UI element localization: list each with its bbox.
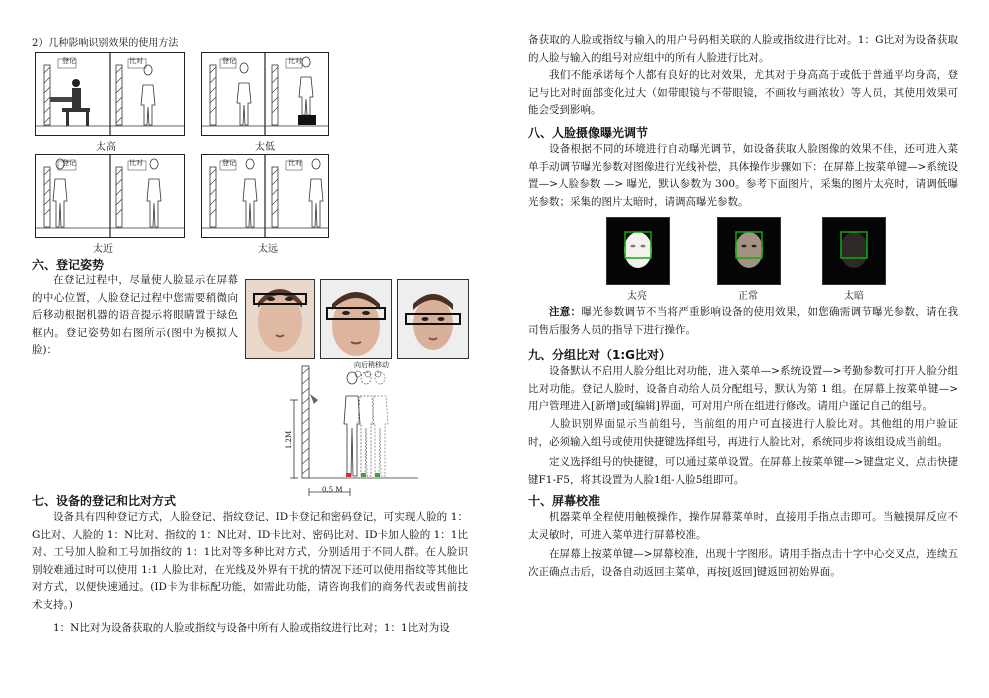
section-10-paragraph-1: 机器菜单全程使用触模操作，操作屏幕菜单时，直接用手指点击即可。当触摸屏反应不太灵敏时，可进入菜单进行屏幕校准。 [528,511,958,541]
distance-label: 0.5 M [322,486,343,494]
fig2-register-label: 登记 [222,57,236,65]
section-9-paragraph-2: 人脸识别界面显示当前组号，当前组的用户可直接进行人脸比对。其他组的用户验证时，必须输入组号或使用快捷键选择组号，再进行人脸比对，系统同步将该组设成当前组。 [528,418,958,448]
height-label: 1.2M [285,430,294,450]
section-7-title: 七、设备的登记和比对方式 [32,494,177,508]
posture-diagram [278,360,418,498]
face-photo-1 [245,279,315,359]
figure-too-far [201,154,329,238]
section-9-paragraph-1: 设备默认不启用人脸分组比对功能，进入菜单—>系统设置—>考勤参数可打开人脸分组比对功能。登记人脸时，设备自动给人员分配组号，默认为第 1 组。在屏幕上按菜单键—>用户管理进入[新增]或[编辑]界面，可对用户所在组进行修改。请用户谨记自己的组号。 [528,365,958,412]
section-10-paragraph-2: 在屏幕上按菜单键—>屏幕校准，出现十字图形。请用手指点击十字中心交叉点，连续五次正确点击后，设备自动返回主菜单，再按[返回]键返回初始界面。 [528,548,958,578]
fig4-compare-label: 比对 [288,159,302,167]
section-6-paragraph: 在登记过程中，尽量使人脸显示在屏幕的中心位置，人脸登记过程中您需要稍微向后移动根据机器的语音提示将眼睛置于绿色框内。登记姿势如右图所示(图中为模拟人脸)： [32,274,238,356]
section-8-paragraph: 设备根据不同的环境进行自动曝光调节，如设备获取人脸图像的效果不佳，还可进入菜单手动调节曝光参数对图像进行光线补偿，具体操作步骤如下：在屏幕上按菜单键—>系统设置—>人脸参数 —> 曝光，默认参数为 300。参考下面图片，采集的图片太亮时，请调低曝光参数；采集的图片太暗时，请调高曝光参数。 [528,143,958,208]
fig3-compare-label: 比对 [129,159,143,167]
fig2-compare-label: 比对 [288,57,302,65]
fig1-compare-label: 比对 [129,57,143,65]
caption-too-low: 太低 [255,142,275,153]
caption-too-close: 太近 [93,244,113,255]
section-7-paragraph-2: 1：N比对为设备获取的人脸或指纹与设备中所有人脸或指纹进行比对；1：1比对为设 [53,622,450,634]
figure-too-high [35,52,185,136]
continued-paragraph: 备获取的人脸或指纹与输入的用户号码相关联的人脸或指纹进行比对。1：G比对为设备获取的人脸与输入的组号对应组中的所有人脸进行比对。 [528,34,958,64]
fig4-register-label: 登记 [222,159,236,167]
section-8-title: 八、人脸摄像曝光调节 [528,126,649,140]
exposure-normal [717,217,781,285]
continued-paragraph-2: 我们不能承诺每个人都有良好的比对效果，尤其对于身高高于或低于普通平均身高，登记与比对时面部变化过大（如带眼镜与不带眼镜，不画妆与画浓妆）等人员，其使用效果可能会受到影响。 [528,69,958,116]
face-photo-3 [397,279,469,359]
exposure-too-bright [606,217,670,285]
sub-heading: 2）几种影响识别效果的使用方法 [32,38,179,49]
exposure-note [528,304,958,339]
note-text: 曝光参数调节不当将严重影响设备的使用效果，如您确需调节曝光参数，请在我司售后服务人员的指导下进行操作。 [528,306,959,336]
figure-too-low [201,52,329,136]
fig3-register-label: 登记 [62,159,76,167]
caption-too-dark: 太暗 [844,291,864,302]
fig1-register-label: 登记 [62,57,76,65]
section-9-paragraph-3: 定义选择组号的快捷键，可以通过菜单设置。在屏幕上按菜单键—>键盘定义，点击快捷键F1-F5，将其设置为人脸1组-人脸5组即可。 [528,456,958,486]
caption-too-bright: 太亮 [627,291,647,302]
section-10-title: 十、屏幕校准 [528,494,601,508]
face-photo-2 [320,279,392,359]
section-9-title: 九、分组比对（1:G比对） [528,348,671,362]
section-7-paragraph-1: 设备具有四种登记方式，人脸登记、指纹登记、ID卡登记和密码登记，可实现人脸的 1：G比对、人脸的 1：N比对、指纹的 1：N比对、ID卡比对、密码比对、ID卡加人脸的 1：1比对、工号加人脸和工号加指纹的 1：1比对等多种比对方式，分别适用于不同人群。在人脸识别较难通过时可以使用 1:1 人脸比对，在光线及外界有干扰的情况下还可以使用指纹等其他比对方式，以便快速通过。(ID卡为非标配功能，如需此功能，请咨询我们的商务代表或售前技术支持。) [32,511,468,611]
caption-too-high: 太高 [96,142,116,153]
note-label: 注意： [549,306,582,318]
move-back-label: 向后稍移动 [354,361,389,369]
figure-too-close [35,154,185,238]
exposure-too-dark [822,217,886,285]
caption-too-far: 太远 [258,244,278,255]
caption-normal: 正常 [738,291,758,302]
section-6-title: 六、登记姿势 [32,258,105,272]
